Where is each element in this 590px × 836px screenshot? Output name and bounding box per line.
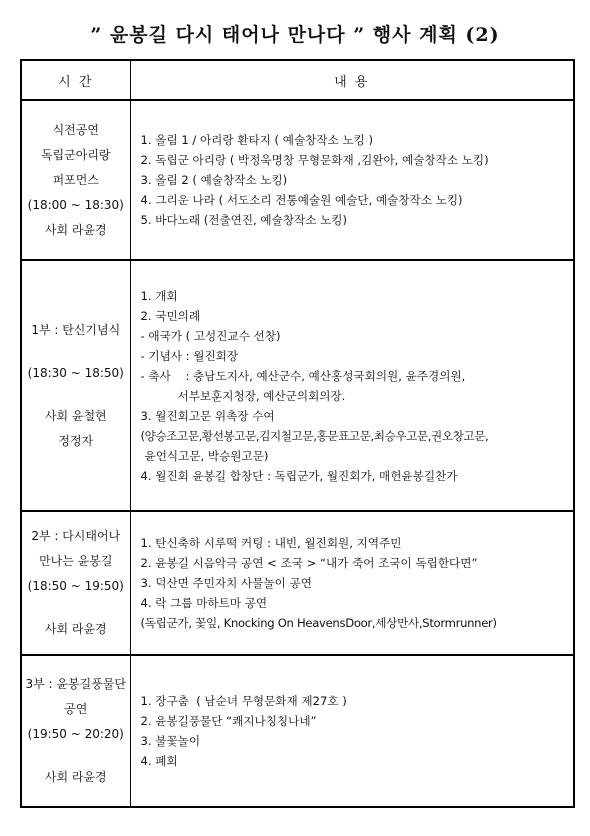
table-row: [21, 260, 574, 511]
time-line: (18:00 ~ 18:30): [27, 197, 124, 212]
content-line: 1. 장구춤 ( 남순녀 무형문화재 제27호 ): [140, 694, 347, 708]
content-line: 2. 독립군 아리랑 ( 박정욱명창 무형문화재 ,김완아, 예술창작소 노킹): [140, 153, 489, 167]
content-line: (양승조고문,황선봉고문,김지철고문,홍문표고문,최승우고문,권오창고문,: [140, 428, 489, 443]
time-line: 사회 라윤경: [44, 770, 107, 784]
spacer: [22, 386, 130, 404]
time-line: 사회 라윤경: [44, 222, 107, 237]
content-line: - 기념사 : 월진회장: [140, 348, 239, 363]
time-line: 공연: [64, 702, 88, 716]
time-line: (19:50 ~ 20:20): [27, 727, 124, 741]
time-cell: [21, 100, 130, 260]
event-plan-table: [20, 59, 575, 808]
time-line: (18:30 ~ 18:50): [27, 365, 124, 380]
time-line: 독립군아리랑: [40, 147, 111, 162]
content-line: 5. 바다노래 (전출연진, 예술창작소 노킹): [140, 213, 348, 227]
content-line: (독립군가, 꽃잎, Knocking On HeavensDoor,세상만사,Stormrunner): [140, 616, 497, 630]
content-line: 3. 덕산면 주민자치 사물놀이 공연: [140, 576, 312, 590]
content-line: 2. 윤봉길 시음악극 공연 < 조국 > “내가 죽어 조국이 독립한다면”: [140, 556, 478, 570]
content-line: 3. 불꽃놀이: [140, 734, 201, 748]
content-line: 4. 폐회: [140, 754, 178, 768]
time-line: 사회 라윤경: [44, 622, 107, 636]
content-line: 2. 윤봉길풍물단 “쾌지나칭칭나네”: [140, 714, 317, 728]
spacer: [22, 343, 130, 361]
content-line: 서부보훈지청장, 예산군의회의장.: [177, 388, 346, 403]
time-line: (18:50 ~ 19:50): [27, 579, 124, 593]
content-line: 4. 그리운 나라 ( 서도소리 전통예술원 예술단, 예술창작소 노킹): [140, 193, 463, 207]
content-line: 1. 탄신축하 시루떡 커팅 : 내빈, 월진회원, 지역주민: [140, 536, 402, 550]
time-line: 정정자: [58, 433, 94, 448]
time-line: 퍼포먼스: [52, 172, 99, 187]
content-line: - 축사 : 충남도지사, 예산군수, 예산홍성국회의원, 윤주경의원,: [140, 368, 466, 383]
content-cell: [130, 655, 574, 807]
time-cell: [21, 511, 130, 655]
time-cell: [21, 260, 130, 511]
content-line: 4. 월진회 윤봉길 합창단 : 독립군가, 월진회가, 매헌윤봉길찬가: [140, 468, 458, 483]
table-row: [21, 655, 574, 807]
time-line: 1부 : 탄신기념식: [31, 322, 121, 337]
table-row: [21, 511, 574, 655]
spacer: [22, 599, 130, 617]
content-cell: [130, 260, 574, 511]
content-line: 2. 국민의례: [140, 308, 201, 323]
content-cell: [130, 100, 574, 260]
table-row: [21, 100, 574, 260]
content-line: 3. 올림 2 ( 예술창작소 노킹): [140, 173, 288, 187]
content-line: - 애국가 ( 고성진교수 선창): [140, 328, 281, 343]
spacer: [22, 747, 130, 765]
content-cell: [130, 511, 574, 655]
time-line: 식전공연: [52, 122, 99, 137]
time-line: 만나는 윤봉길: [39, 554, 113, 568]
time-line: 2부 : 다시태어나: [31, 529, 121, 543]
time-cell: [21, 655, 130, 807]
header-time: 시 간: [21, 60, 130, 100]
content-line: 윤언식고문, 박승원고문): [144, 448, 269, 463]
time-line: 3부 : 윤봉길풍물단: [25, 677, 126, 691]
content-line: 1. 개회: [140, 288, 178, 303]
header-content: 내 용: [130, 60, 574, 100]
table-header-row: [21, 60, 574, 100]
page-title: ” 윤봉길 다시 태어나 만나다 ” 행사 계획 (2): [90, 24, 500, 46]
time-line: 사회 윤철현: [44, 408, 107, 423]
content-line: 3. 월진회고문 위촉장 수여: [140, 408, 275, 423]
content-line: 4. 락 그룹 마하트마 공연: [140, 596, 268, 610]
content-line: 1. 올림 1 / 아리랑 환타지 ( 예술창작소 노킹 ): [140, 133, 374, 147]
